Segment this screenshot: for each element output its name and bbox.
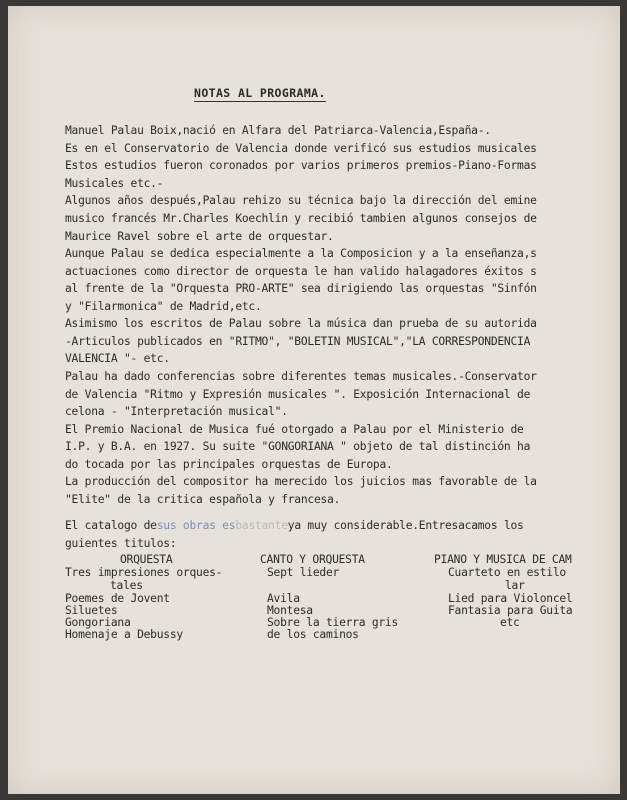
page-title: NOTAS AL PROGRAMA. [194,86,326,100]
paragraph-line: Algunos años después,Palau rehizo su técnica bajo la dirección del emine [65,194,537,207]
paragraph-line: Estos estudios fueron coronados por varios primeros premios-Piano-Formas [65,159,537,172]
catalog-intro-line: El catalogo desus obras esbastanteya muy considerable.Entresacamos los [65,519,524,532]
paragraph-line: Palau ha dado conferencias sobre diferentes temas musicales.-Conservator [65,370,537,383]
paragraph-line: y "Filarmonica" de Madrid,etc. [65,300,262,313]
catalog-item: tales [110,579,143,592]
catalog-intro-line-2: guientes titulos: [65,537,177,550]
paragraph-line: al frente de la "Orquesta PRO-ARTE" sea dirigiendo las orquestas "Sinfón [65,282,537,295]
paragraph-line: Es en el Conservatorio de Valencia donde verificó sus estudios musicales [65,142,537,155]
catalog-blue-text: sus obras es [156,519,236,532]
paragraph-line: El Premio Nacional de Musica fué otorgado a Palau por el Ministerio de [65,423,524,436]
catalog-item: etc [500,616,520,629]
catalog-item: Poemes de Jovent [65,592,170,605]
catalog-item: Avila [267,592,300,605]
catalog-item: Sobre la tierra gris [267,616,399,629]
catalog-item: de los caminos [267,628,359,641]
paragraph-line: "Elite" de la critica española y francesa. [65,493,341,506]
catalog-item: Siluetes [65,604,118,617]
catalog-item: Homenaje a Debussy [65,628,183,641]
column-heading-piano: PIANO Y MUSICA DE CAM [434,553,572,566]
paragraph-line: musico francés Mr.Charles Koechlin y recibió tambien algunos consejos de [65,212,537,225]
paragraph-line: La producción del compositor ha merecido los juicios mas favorable de la [65,475,537,488]
document-page [8,6,620,794]
paragraph-line: Maurice Ravel sobre el arte de orquestar. [65,230,334,243]
paragraph-line: Manuel Palau Boix,nació en Alfara del Patriarca-Valencia,España-. [65,124,491,137]
paragraph-line: Musicales etc.- [65,177,164,190]
catalog-faded-text: bastante [235,519,288,532]
paragraph-line: actuaciones como director de orquesta le han valido halagadores éxitos s [65,265,537,278]
paragraph-line: do tocada por las principales orquestas de Europa. [65,458,393,471]
catalog-item: Montesa [267,604,313,617]
catalog-item: Sept lieder [267,566,340,579]
column-heading-orquesta: ORQUESTA [120,553,173,566]
paragraph-line: VALENCIA "- etc. [65,352,170,365]
catalog-item: Fantasia para Guita [448,604,573,617]
catalog-item: Gongoriana [65,616,131,629]
paragraph-line: de Valencia "Ritmo y Expresión musicales ". Exposición Internacional de [65,388,531,401]
catalog-item: lar [505,579,525,592]
catalog-item: Tres impresiones orques- [65,566,223,579]
paragraph-line: I.P. y B.A. en 1927. Su suite "GONGORIANA " objeto de tal distinción ha [65,440,531,453]
column-heading-canto: CANTO Y ORQUESTA [260,553,365,566]
catalog-item: Cuarteto en estilo [448,566,566,579]
program-notes-body [65,6,625,526]
paragraph-line: Asimismo los escritos de Palau sobre la música dan prueba de su autorida [65,317,537,330]
paragraph-line: -Articulos publicados en "RITMO", "BOLETIN MUSICAL","LA CORRESPONDENCIA [65,335,531,348]
paragraph-line: Aunque Palau se dedica especialmente a la Composicion y a la enseñanza,s [65,247,537,260]
paragraph-line: celona - "Interpretación musical". [65,405,288,418]
catalog-item: Lied para Violoncel [448,592,573,605]
